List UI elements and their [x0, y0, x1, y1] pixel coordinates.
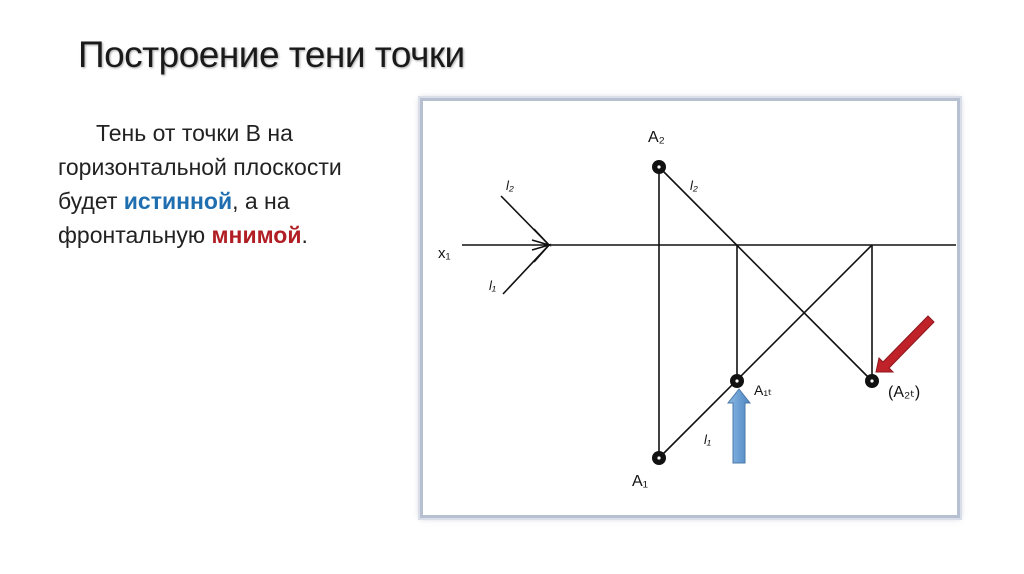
- true-shadow-term: истинной: [123, 188, 233, 214]
- line-l1: [659, 245, 872, 458]
- red-pointer-arrow: [876, 316, 934, 372]
- body-line-1: Тень от точки B на: [96, 120, 293, 146]
- blue-pointer-arrow: [728, 389, 750, 463]
- line-l2-label: l₂: [690, 178, 698, 193]
- ray-l1-label: l₁: [489, 278, 496, 293]
- line-l2: [659, 167, 872, 381]
- point-A1t-label: A₁ₜ: [754, 382, 773, 398]
- point-A1t: [730, 374, 744, 388]
- body-line-3: будет: [58, 188, 124, 214]
- point-A2-label: A₂: [648, 129, 665, 146]
- body-line-4: фронтальную: [58, 222, 212, 248]
- ray-l2-label: l₂: [506, 178, 514, 193]
- body-line-2: горизонтальной плоскости: [58, 154, 342, 180]
- line-l1-label: l₁: [704, 432, 711, 447]
- point-A1-label: A₁: [632, 473, 649, 490]
- point-A1: [652, 451, 666, 465]
- point-A2t: [865, 374, 879, 388]
- imaginary-shadow-term: мнимой: [211, 222, 302, 248]
- body-line-4-end: .: [301, 222, 308, 248]
- ray-l2-arrowhead: [532, 229, 549, 245]
- point-A2t-label: (A₂ₜ): [888, 384, 921, 401]
- slide-title: Построение тени точки: [78, 34, 465, 75]
- body-line-3-end: , а на: [232, 188, 290, 214]
- axis-x1-label: x₁: [438, 245, 451, 262]
- point-A2: [652, 160, 666, 174]
